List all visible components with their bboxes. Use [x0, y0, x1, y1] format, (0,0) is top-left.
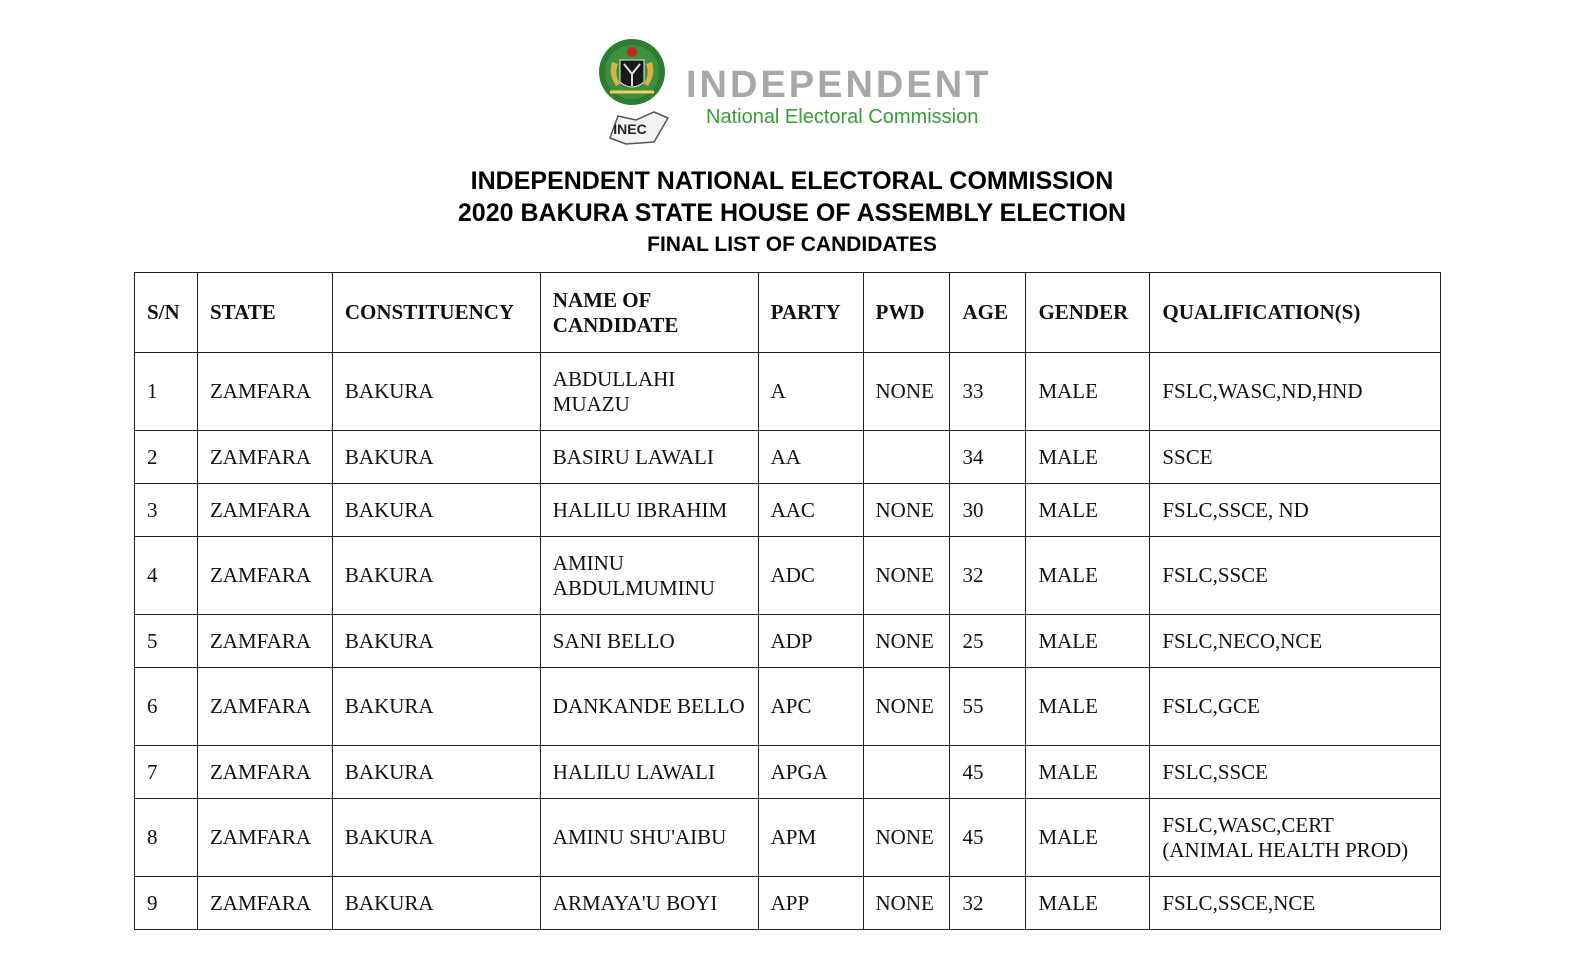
cell-pwd: NONE: [863, 877, 950, 930]
cell-party: A: [758, 353, 863, 431]
cell-gender: MALE: [1026, 615, 1150, 668]
header-name: NAME OF CANDIDATE: [540, 273, 758, 353]
cell-name: ABDULLAHI MUAZU: [540, 353, 758, 431]
cell-sn: 4: [135, 537, 198, 615]
header-state: STATE: [197, 273, 332, 353]
cell-name: HALILU IBRAHIM: [540, 484, 758, 537]
cell-state: ZAMFARA: [197, 668, 332, 746]
cell-sn: 3: [135, 484, 198, 537]
cell-party: ADP: [758, 615, 863, 668]
header-sn: S/N: [135, 273, 198, 353]
header-gender: GENDER: [1026, 273, 1150, 353]
title-line-1: INDEPENDENT NATIONAL ELECTORAL COMMISSION: [470, 167, 1114, 195]
cell-state: ZAMFARA: [197, 615, 332, 668]
cell-qualifications: FSLC,SSCE,NCE: [1150, 877, 1441, 930]
cell-gender: MALE: [1026, 537, 1150, 615]
logo-subtitle: National Electoral Commission: [706, 106, 979, 128]
header-pwd: PWD: [863, 273, 950, 353]
cell-party: APM: [758, 799, 863, 877]
table-row: [135, 353, 1441, 431]
cell-pwd: NONE: [863, 615, 950, 668]
cell-qualifications: FSLC,SSCE, ND: [1150, 484, 1441, 537]
cell-name: HALILU LAWALI: [540, 746, 758, 799]
cell-qualifications: FSLC,SSCE: [1150, 537, 1441, 615]
table-row: [135, 431, 1441, 484]
cell-sn: 7: [135, 746, 198, 799]
table-row: [135, 877, 1441, 930]
header-qualifications: QUALIFICATION(S): [1150, 273, 1441, 353]
cell-qualifications: FSLC,NECO,NCE: [1150, 615, 1441, 668]
table-row: [135, 668, 1441, 746]
cell-constituency: BAKURA: [332, 431, 540, 484]
table-row: [135, 484, 1441, 537]
header-constituency: CONSTITUENCY: [332, 273, 540, 353]
cell-age: 32: [950, 877, 1026, 930]
cell-pwd: NONE: [863, 668, 950, 746]
cell-gender: MALE: [1026, 353, 1150, 431]
cell-constituency: BAKURA: [332, 877, 540, 930]
logo-wordmark: INDEPENDENT: [686, 64, 992, 106]
header-party: PARTY: [758, 273, 863, 353]
cell-name: SANI BELLO: [540, 615, 758, 668]
cell-party: AA: [758, 431, 863, 484]
cell-party: APGA: [758, 746, 863, 799]
cell-gender: MALE: [1026, 431, 1150, 484]
cell-age: 55: [950, 668, 1026, 746]
cell-state: ZAMFARA: [197, 799, 332, 877]
cell-name: AMINU ABDULMUMINU: [540, 537, 758, 615]
cell-age: 32: [950, 537, 1026, 615]
cell-state: ZAMFARA: [197, 484, 332, 537]
cell-gender: MALE: [1026, 746, 1150, 799]
cell-state: ZAMFARA: [197, 537, 332, 615]
cell-qualifications: FSLC,WASC,ND,HND: [1150, 353, 1441, 431]
cell-sn: 9: [135, 877, 198, 930]
cell-qualifications: FSLC,GCE: [1150, 668, 1441, 746]
cell-pwd: [863, 431, 950, 484]
cell-age: 34: [950, 431, 1026, 484]
cell-constituency: BAKURA: [332, 668, 540, 746]
cell-name: ARMAYA'U BOYI: [540, 877, 758, 930]
cell-name: DANKANDE BELLO: [540, 668, 758, 746]
cell-party: APP: [758, 877, 863, 930]
cell-sn: 8: [135, 799, 198, 877]
cell-state: ZAMFARA: [197, 877, 332, 930]
coat-of-arms-icon: [596, 38, 686, 148]
cell-name: BASIRU LAWALI: [540, 431, 758, 484]
cell-sn: 1: [135, 353, 198, 431]
cell-pwd: NONE: [863, 353, 950, 431]
cell-age: 30: [950, 484, 1026, 537]
table-row: [135, 799, 1441, 877]
inec-logo: [596, 38, 992, 148]
candidates-table: [134, 272, 1441, 930]
cell-age: 45: [950, 799, 1026, 877]
table-row: [135, 537, 1441, 615]
cell-party: APC: [758, 668, 863, 746]
cell-state: ZAMFARA: [197, 431, 332, 484]
cell-constituency: BAKURA: [332, 799, 540, 877]
cell-pwd: NONE: [863, 799, 950, 877]
cell-qualifications: FSLC,SSCE: [1150, 746, 1441, 799]
cell-sn: 2: [135, 431, 198, 484]
inec-badge-label: INEC: [613, 121, 647, 137]
cell-age: 33: [950, 353, 1026, 431]
title-line-2: 2020 BAKURA STATE HOUSE OF ASSEMBLY ELECTION: [457, 199, 1127, 227]
header-age: AGE: [950, 273, 1026, 353]
table-header-row: [135, 273, 1441, 353]
cell-gender: MALE: [1026, 799, 1150, 877]
cell-sn: 5: [135, 615, 198, 668]
cell-pwd: NONE: [863, 484, 950, 537]
title-line-3: FINAL LIST OF CANDIDATES: [647, 233, 937, 256]
cell-sn: 6: [135, 668, 198, 746]
cell-constituency: BAKURA: [332, 353, 540, 431]
cell-constituency: BAKURA: [332, 746, 540, 799]
cell-constituency: BAKURA: [332, 615, 540, 668]
cell-name: AMINU SHU'AIBU: [540, 799, 758, 877]
cell-party: AAC: [758, 484, 863, 537]
cell-state: ZAMFARA: [197, 746, 332, 799]
cell-constituency: BAKURA: [332, 537, 540, 615]
cell-qualifications: FSLC,WASC,CERT (ANIMAL HEALTH PROD): [1150, 799, 1441, 877]
cell-gender: MALE: [1026, 668, 1150, 746]
table-row: [135, 615, 1441, 668]
cell-age: 25: [950, 615, 1026, 668]
cell-pwd: NONE: [863, 537, 950, 615]
cell-qualifications: SSCE: [1150, 431, 1441, 484]
cell-constituency: BAKURA: [332, 484, 540, 537]
cell-gender: MALE: [1026, 484, 1150, 537]
cell-pwd: [863, 746, 950, 799]
table-row: [135, 746, 1441, 799]
cell-age: 45: [950, 746, 1026, 799]
cell-party: ADC: [758, 537, 863, 615]
cell-gender: MALE: [1026, 877, 1150, 930]
document-titles: [0, 165, 1584, 261]
cell-state: ZAMFARA: [197, 353, 332, 431]
